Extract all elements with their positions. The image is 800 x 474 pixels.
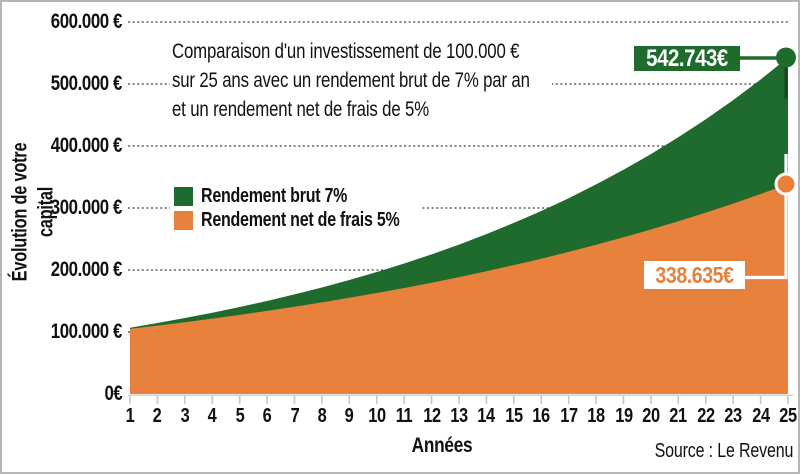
x-axis-label: 25	[779, 405, 797, 427]
legend	[170, 179, 422, 237]
x-axis-label: 11	[395, 405, 413, 427]
x-axis-label: 17	[559, 405, 578, 427]
chart-title-line-3: et un rendement net de frais de 5%	[172, 98, 429, 121]
x-axis-label: 12	[422, 405, 441, 427]
y-axis-label: 200.000 €	[50, 258, 122, 281]
x-axis-label: 22	[697, 405, 715, 427]
y-axis-label: 500.000 €	[50, 72, 122, 95]
net-value-label: 338.635€	[655, 262, 734, 288]
x-axis-label: 16	[532, 405, 551, 427]
x-axis-label: 7	[290, 405, 299, 427]
x-axis-label: 8	[317, 405, 327, 427]
legend-item-net	[174, 209, 420, 231]
x-axis-label: 13	[450, 405, 468, 427]
x-axis-label: 1	[125, 405, 135, 427]
gross-value-label: 542.743€	[646, 45, 728, 72]
legend-item-gross	[174, 185, 420, 207]
net-endpoint-dot	[776, 174, 796, 194]
y-axis-label: 100.000 €	[50, 320, 122, 343]
y-axis-label: 300.000 €	[50, 196, 122, 219]
y-axis-label: 600.000 €	[50, 10, 122, 33]
x-axis-label: 5	[235, 405, 245, 427]
x-axis-label: 20	[642, 405, 660, 427]
chart-title-line-1: Comparaison d'un investissement de 100.000 €	[172, 40, 520, 63]
chart-title-line-2: sur 25 ans avec un rendement brut de 7% par an	[172, 69, 530, 92]
legend-swatch-green-icon	[174, 187, 193, 206]
chart-title	[170, 36, 552, 127]
x-axis-label: 4	[207, 405, 217, 427]
x-axis-label: 2	[153, 405, 162, 427]
x-axis-title: Années	[411, 434, 473, 457]
x-axis-label: 24	[751, 405, 770, 427]
x-axis-label: 10	[368, 405, 386, 427]
source-credit: Source : Le Revenu	[654, 440, 793, 462]
legend-swatch-orange-icon	[174, 211, 193, 230]
net-value-badge	[644, 261, 745, 289]
y-axis-label: 0€	[104, 382, 122, 405]
y-axis-title: Évolution de votre capital	[8, 142, 58, 282]
x-axis-label: 14	[477, 405, 496, 427]
x-axis-label: 15	[505, 405, 523, 427]
x-axis-label: 21	[669, 405, 688, 427]
gross-value-badge	[634, 46, 740, 71]
x-axis-label: 3	[180, 405, 190, 427]
gross-endpoint-dot	[776, 48, 796, 68]
x-axis-label: 23	[724, 405, 742, 427]
x-axis-label: 9	[344, 405, 354, 427]
x-axis-label: 19	[614, 405, 633, 427]
legend-label-gross: Rendement brut 7%	[201, 184, 348, 207]
y-axis-label: 400.000 €	[50, 134, 122, 157]
x-axis-label: 6	[262, 405, 272, 427]
legend-label-net: Rendement net de frais 5%	[201, 208, 400, 231]
x-axis-label: 18	[587, 405, 605, 427]
